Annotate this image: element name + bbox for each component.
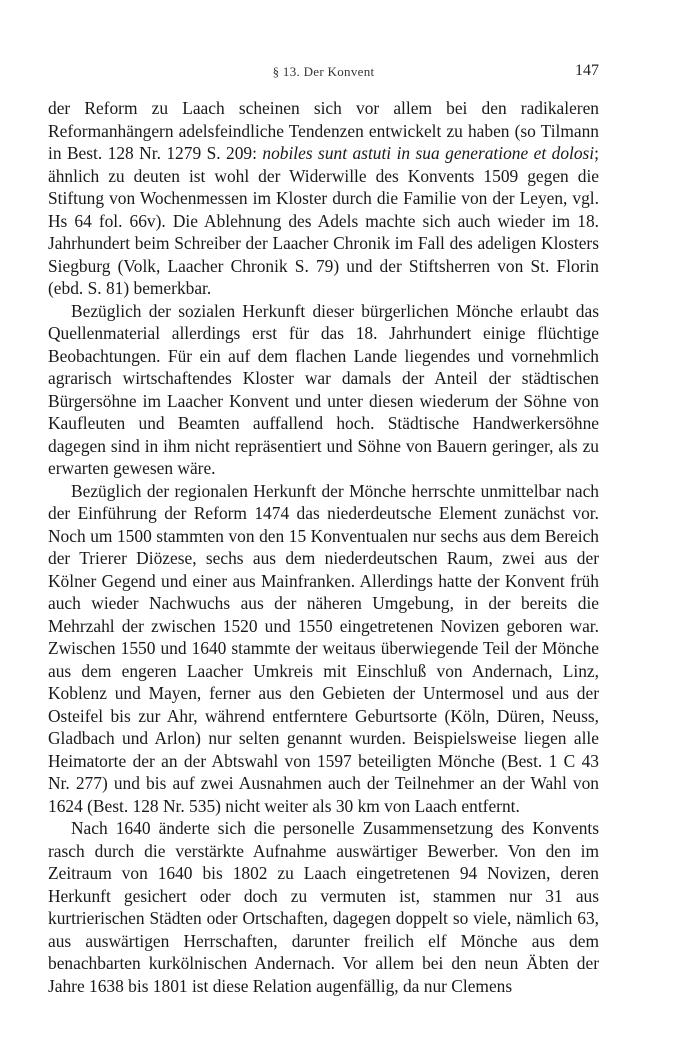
latin-quotation: nobiles sunt astuti in sua generatione et dolosi: [262, 143, 595, 163]
running-header: [48, 64, 599, 84]
paragraph-1-text-before: der Reform zu Laach scheinen sich vor allem bei den radikaleren Reformanhängern adelsfeindliche Tendenzen entwickelt zu haben (so Tilmann in Best. 128 Nr. 1279 S. 209:: [48, 98, 599, 163]
paragraph-2: Bezüglich der sozialen Herkunft dieser bürgerlichen Mönche erlaubt das Quellenmaterial allerdings erst für das 18. Jahrhundert einige flüchtige Beobachtungen. Für ein auf dem flachen Lande liegendes und vornehmlich agrarisch wirtschaftendes Kloster war damals der Anteil der städtischen Bürgersöhne im Laacher Konvent und unter diesen wiederum der Söhne von Kaufleuten und Beamten auffallend hoch. Städtische Handwerkersöhne dagegen sind in ihm nicht repräsentiert und Söhne von Bauern geringer, als zu erwarten gewesen wäre.: [48, 300, 599, 478]
paragraph-1: [48, 97, 599, 300]
body-text: [48, 97, 599, 997]
running-title: § 13. Der Konvent: [272, 64, 375, 79]
page-number: 147: [575, 62, 599, 79]
paragraph-1-text-after: ; ähnlich zu deuten ist wohl der Widerwille des Konvents 1509 gegen die Stiftung von Wochenmessen im Kloster durch die Familie von der Leyen, vgl. Hs 64 fol. 66v). Die Ablehnung des Adels machte sich auch wieder im 18. Jahrhundert beim Schreiber der Laacher Chronik im Fall des adeligen Klosters Siegburg (Volk, Laacher Chronik S. 79) und der Stiftsherren von St. Florin (ebd. S. 81) bemerkbar.: [48, 143, 599, 298]
paragraph-3: Bezüglich der regionalen Herkunft der Mönche herrschte unmittelbar nach der Einführung der Reform 1474 das niederdeutsche Element zunächst vor. Noch um 1500 stammten von den 15 Konventualen nur sechs aus dem Bereich der Trierer Diözese, sechs aus dem niederdeutschen Raum, zwei aus der Kölner Gegend und einer aus Mainfranken. Allerdings hatte der Konvent früh auch wieder Nachwuchs aus der näheren Umgebung, in der bereits die Mehrzahl der zwischen 1520 und 1550 eingetretenen Novizen geboren war. Zwischen 1550 und 1640 stammte der weitaus überwiegende Teil der Mönche aus dem engeren Laacher Umkreis mit Einschluß von Andernach, Linz, Koblenz und Mayen, ferner aus den Gebieten der Untermosel und aus der Osteifel bis zur Ahr, während entferntere Geburtsorte (Köln, Düren, Neuss, Gladbach und Arlon) nur selten genannt wurden. Beispielsweise liegen alle Heimatorte der an der Abtswahl von 1597 beteiligten Mönche (Best. 1 C 43 Nr. 277) und bis auf zwei Ausnahmen auch der Teilnehmer an der Wahl von 1624 (Best. 128 Nr. 535) nicht weiter als 30 km von Laach entfernt.: [48, 480, 599, 816]
paragraph-4: Nach 1640 änderte sich die personelle Zusammensetzung des Konvents rasch durch die verstärkte Aufnahme auswärtiger Bewerber. Von den im Zeitraum von 1640 bis 1802 zu Laach eingetretenen 94 Novizen, deren Herkunft gesichert oder doch zu vermuten ist, stammen nur 31 aus kurtrierischen Städten oder Ortschaften, dagegen doppelt so viele, nämlich 63, aus auswärtigen Herrschaften, darunter freilich elf Mönche aus dem benachbarten kurkölnischen Andernach. Vor allem bei den neun Äbten der Jahre 1638 bis 1801 ist diese Relation augenfällig, da nur Clemens: [48, 818, 599, 996]
